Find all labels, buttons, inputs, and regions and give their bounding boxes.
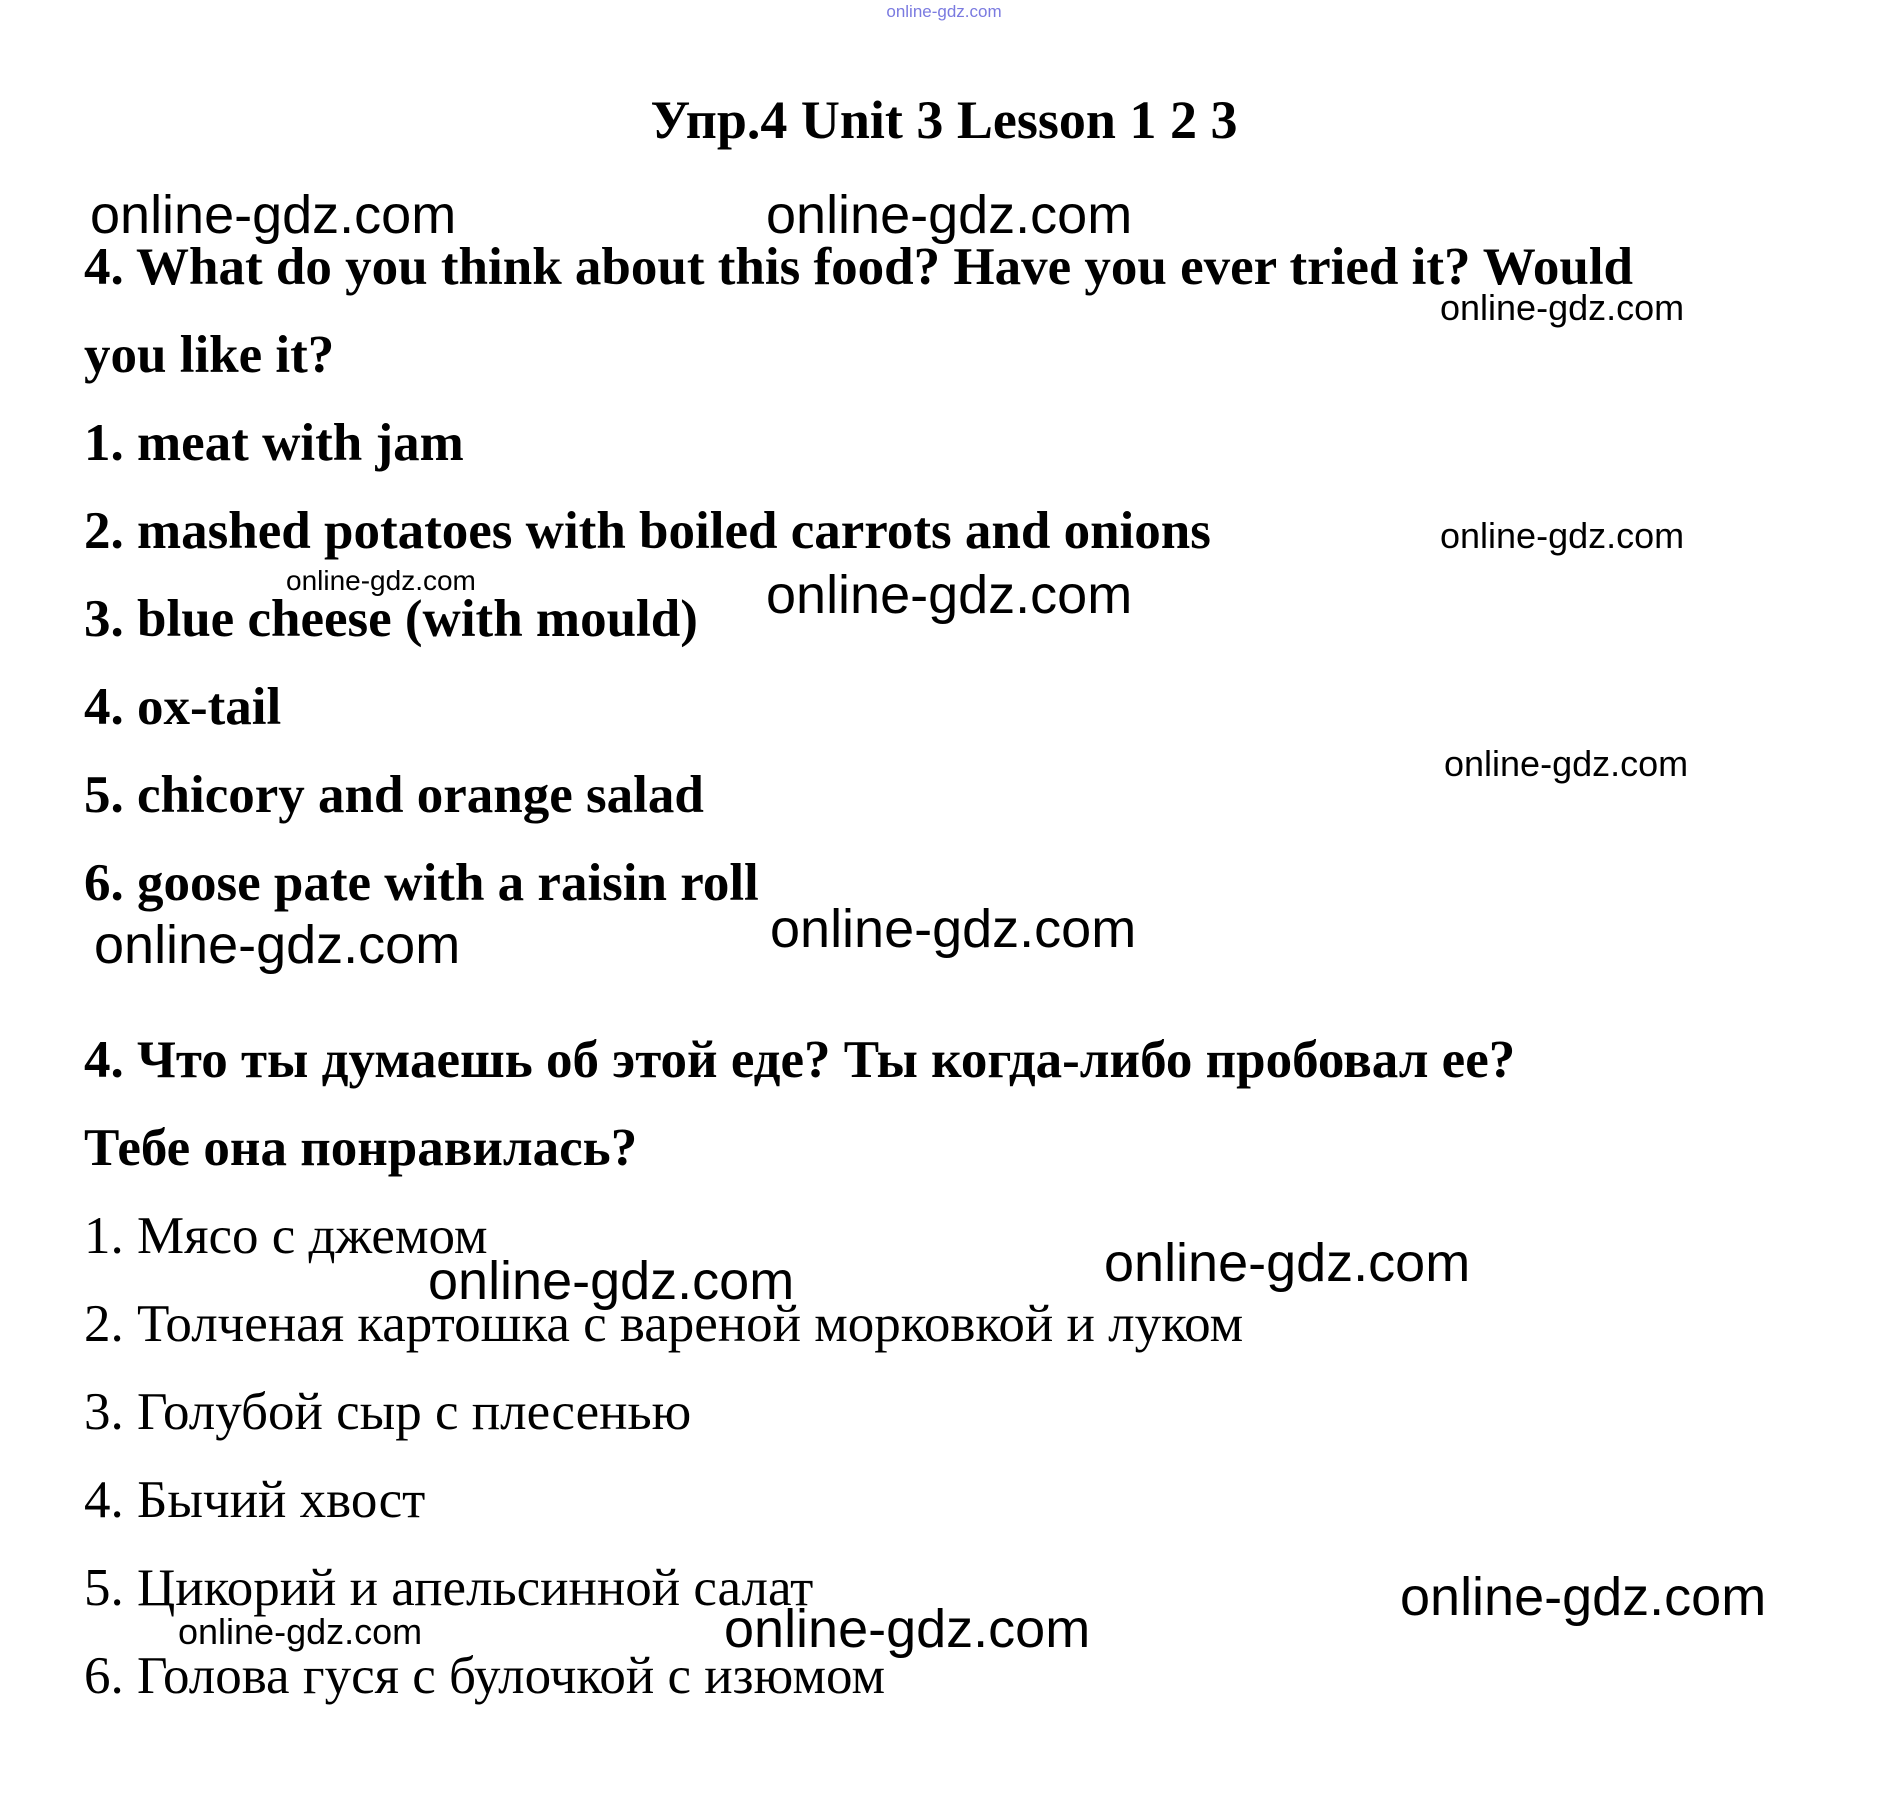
watermark: online-gdz.com xyxy=(1400,1567,1767,1627)
watermark: online-gdz.com xyxy=(178,1611,423,1652)
russian-item-1: 1. Мясо с джемом xyxy=(84,1207,488,1265)
russian-item-5: 5. Цикорий и апельсинной салат xyxy=(84,1559,814,1617)
english-item-2: 2. mashed potatoes with boiled carrots and onions xyxy=(84,502,1211,560)
russian-question-line-2: Тебе она понравилась? xyxy=(84,1119,638,1177)
watermark: online-gdz.com xyxy=(90,185,457,245)
page-title: Упр.4 Unit 3 Lesson 1 2 3 xyxy=(650,90,1238,150)
russian-item-4: 4. Бычий хвост xyxy=(84,1471,426,1529)
watermark: online-gdz.com xyxy=(1104,1233,1471,1293)
english-item-6: 6. goose pate with a raisin roll xyxy=(84,854,759,912)
russian-item-6: 6. Голова гуся с булочкой с изюмом xyxy=(84,1647,886,1705)
watermark: online-gdz.com xyxy=(766,185,1133,245)
watermark: online-gdz.com xyxy=(94,915,461,975)
watermark: online-gdz.com xyxy=(286,565,476,596)
english-item-4: 4. ox-tail xyxy=(84,678,282,736)
top-watermark: online-gdz.com xyxy=(886,2,1002,21)
watermark: online-gdz.com xyxy=(724,1599,1091,1659)
russian-question-line-1: 4. Что ты думаешь об этой еде? Ты когда-либо пробовал ее? xyxy=(84,1031,1516,1089)
english-item-3: 3. blue cheese (with mould) xyxy=(84,590,698,648)
russian-item-2: 2. Толченая картошка с вареной морковкой и луком xyxy=(84,1295,1244,1353)
english-question-line-1: 4. What do you think about this food? Have you ever tried it? Would xyxy=(84,238,1634,296)
russian-item-3: 3. Голубой сыр с плесенью xyxy=(84,1383,692,1441)
watermark: online-gdz.com xyxy=(770,899,1137,959)
english-item-5: 5. chicory and orange salad xyxy=(84,766,704,824)
watermark: online-gdz.com xyxy=(1440,287,1685,328)
english-question-line-2: you like it? xyxy=(84,326,335,384)
watermark: online-gdz.com xyxy=(1444,743,1689,784)
watermark: online-gdz.com xyxy=(766,565,1133,625)
watermark: online-gdz.com xyxy=(428,1251,795,1311)
english-item-1: 1. meat with jam xyxy=(84,414,464,472)
watermark: online-gdz.com xyxy=(1440,515,1685,556)
